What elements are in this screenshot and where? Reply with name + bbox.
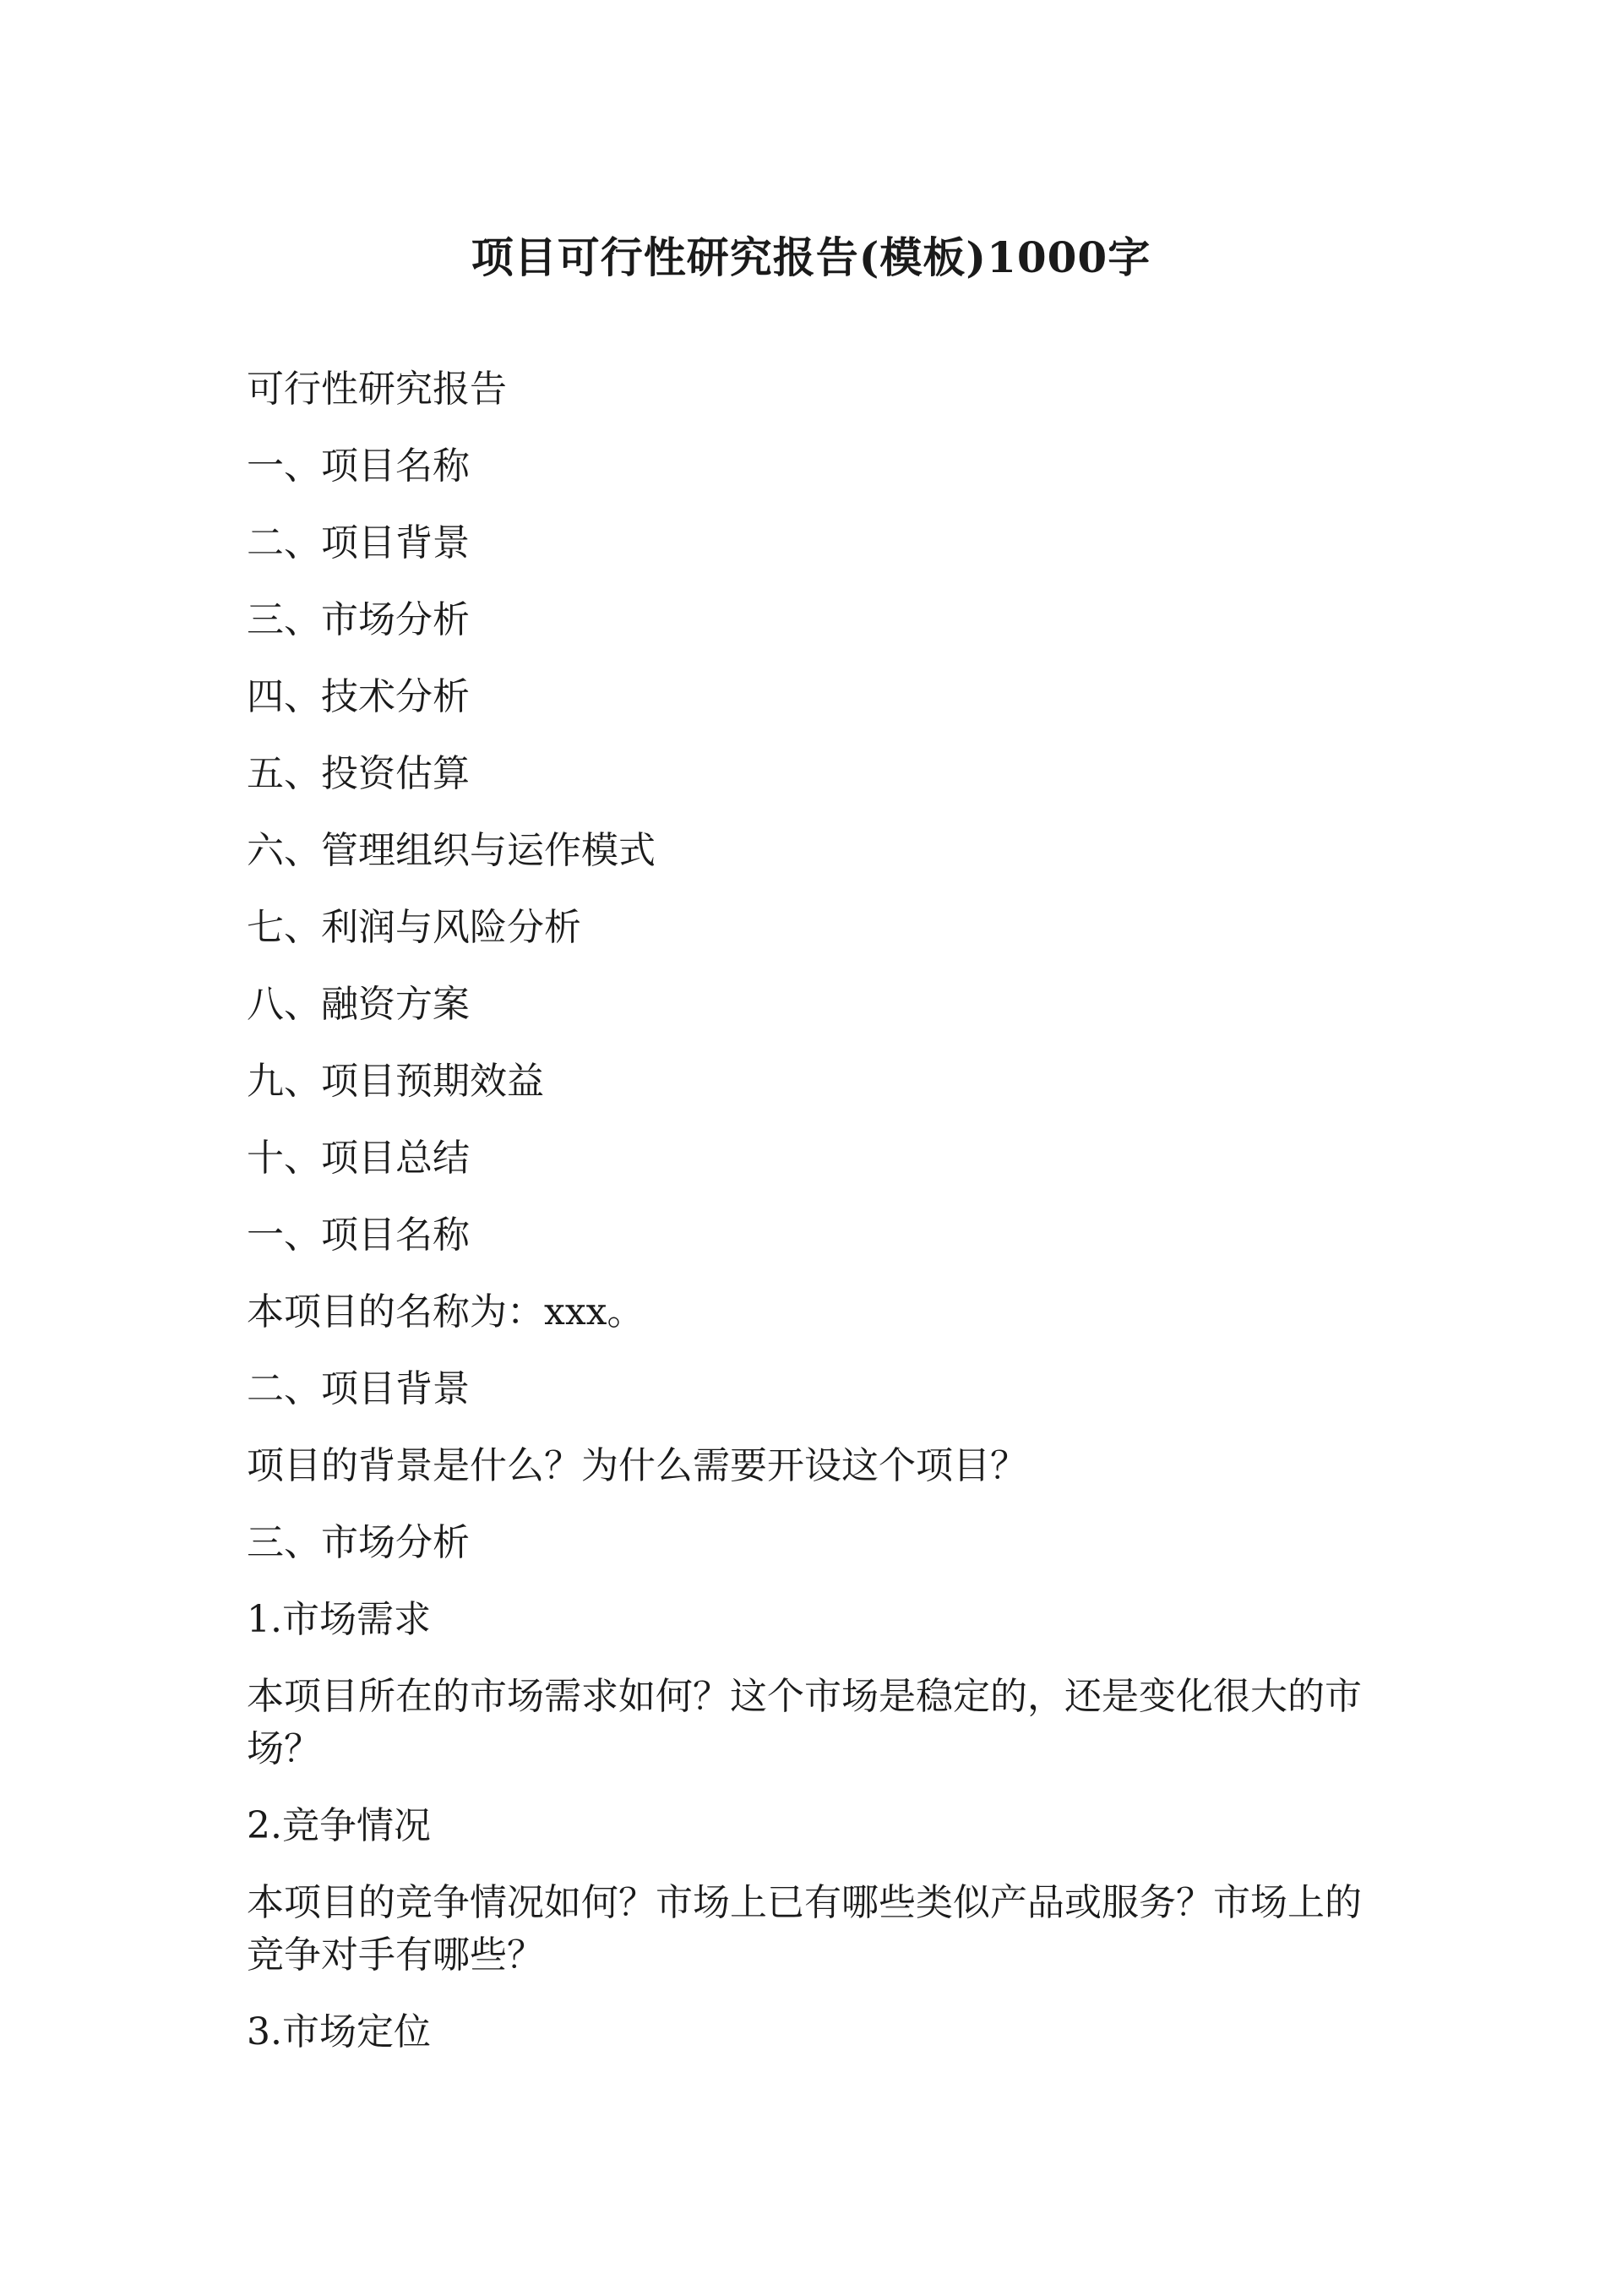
toc-item-1: 一、项目名称 (247, 444, 470, 488)
toc-item-5: 五、投资估算 (247, 752, 470, 795)
toc-item-10: 十、项目总结 (247, 1137, 470, 1180)
body-paragraph: 本项目的竞争情况如何？市场上已有哪些类似产品或服务？市场上的竞争对手有哪些？ (247, 1881, 1362, 1977)
toc-item-9: 九、项目预期效益 (247, 1060, 544, 1103)
toc-item-6: 六、管理组织与运作模式 (247, 829, 656, 872)
body-paragraph: 本项目所在的市场需求如何？这个市场是稳定的，还是变化很大的市场？ (247, 1675, 1362, 1770)
toc-item-7: 七、利润与风险分析 (247, 906, 581, 949)
body-paragraph: 项目的背景是什么？为什么需要开设这个项目？ (247, 1444, 1027, 1487)
document-body (247, 363, 1379, 2083)
section-heading: 二、项目背景 (247, 1367, 470, 1410)
toc-item-3: 三、市场分析 (247, 598, 470, 641)
document-title: 项目可行性研究报告(模板)1000字 (471, 232, 1151, 282)
toc-item-2: 二、项目背景 (247, 521, 470, 564)
toc-item-8: 八、融资方案 (247, 983, 470, 1026)
section-heading: 三、市场分析 (247, 1521, 470, 1564)
section-heading: 一、项目名称 (247, 1213, 470, 1257)
subsection-heading: 1.市场需求 (247, 1598, 431, 1641)
body-line: 可行性研究报告 (247, 368, 507, 411)
toc-item-4: 四、技术分析 (247, 675, 470, 718)
body-paragraph: 本项目的名称为：xxx。 (247, 1290, 645, 1333)
subsection-heading: 2.竞争情况 (247, 1804, 431, 1847)
subsection-heading: 3.市场定位 (247, 2010, 431, 2053)
